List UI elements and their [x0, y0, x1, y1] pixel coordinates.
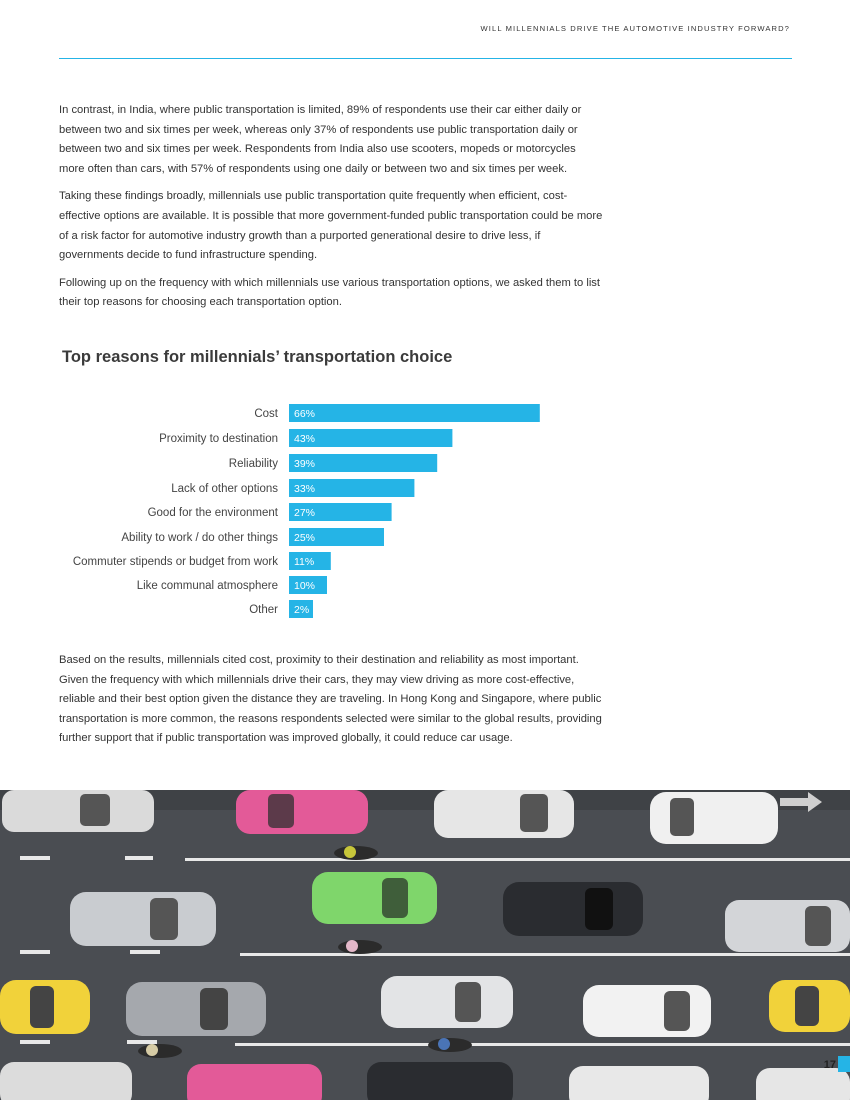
bar-label: Cost	[254, 408, 278, 420]
bar-label: Commuter stipends or budget from work	[72, 556, 278, 568]
bar-label: Proximity to destination	[159, 433, 278, 445]
bar-value-label: 39%	[294, 458, 316, 470]
bar-value-label: 43%	[294, 433, 316, 445]
conclusion-paragraph: Based on the results, millennials cited cost, proximity to their destination and reliability as most important. Given the frequency with which millennials drive their cars, they may view driving as more cost-effective, reliable and their best option given the distance they are traveling. In Hong Kong and Singapore, where public transportation is more common, the reasons respondents selected were similar to the global results, providing further support that if public transportation was improved globally, it could reduce car usage.	[59, 654, 602, 745]
page-tab	[838, 1056, 850, 1072]
intro-text	[59, 101, 604, 321]
bar-label: Other	[249, 604, 278, 616]
traffic-photo	[0, 790, 850, 1100]
chart-title: Top reasons for millennials’ transportation choice	[62, 348, 453, 366]
bar-label: Lack of other options	[171, 483, 278, 495]
bar	[289, 404, 540, 422]
header-rule	[59, 58, 792, 59]
running-header: WILL MILLENNIALS DRIVE THE AUTOMOTIVE INDUSTRY FORWARD?	[480, 24, 790, 33]
intro-paragraph-2: Taking these findings broadly, millennials use public transportation quite frequently when efficient, cost-effective options are available. It is possible that more government-funded public transportation could be more of a risk factor for automotive industry growth than a purported generational desire to drive less, if governments decide to fund infrastructure spending.	[59, 190, 603, 262]
bar-value-label: 10%	[294, 580, 316, 592]
bar-value-label: 2%	[294, 604, 310, 616]
bar-label: Reliability	[228, 458, 278, 470]
bar-label: Like communal atmosphere	[136, 580, 278, 592]
bar-value-label: 27%	[294, 507, 316, 519]
bar-value-label: 25%	[294, 532, 316, 544]
intro-paragraph-3: Following up on the frequency with which millennials use various transportation options, we asked them to list their top reasons for choosing each transportation option.	[59, 276, 601, 309]
page-number: 17	[823, 1059, 836, 1071]
conclusion-text	[59, 651, 604, 757]
bar-value-label: 66%	[294, 408, 316, 420]
bar-chart	[0, 396, 850, 626]
bar-label: Ability to work / do other things	[121, 532, 278, 544]
intro-paragraph-1: In contrast, in India, where public transportation is limited, 89% of respondents use their car either daily or between two and six times per week, whereas only 37% of respondents use public transportation daily or between two and six times per week. Respondents from India also use scooters, mopeds or motorcycles more often than cars, with 57% of respondents using one daily or between two and six times per week.	[59, 104, 582, 175]
bar-value-label: 33%	[294, 483, 316, 495]
bar-label: Good for the environment	[147, 507, 278, 519]
bar-value-label: 11%	[294, 556, 315, 568]
